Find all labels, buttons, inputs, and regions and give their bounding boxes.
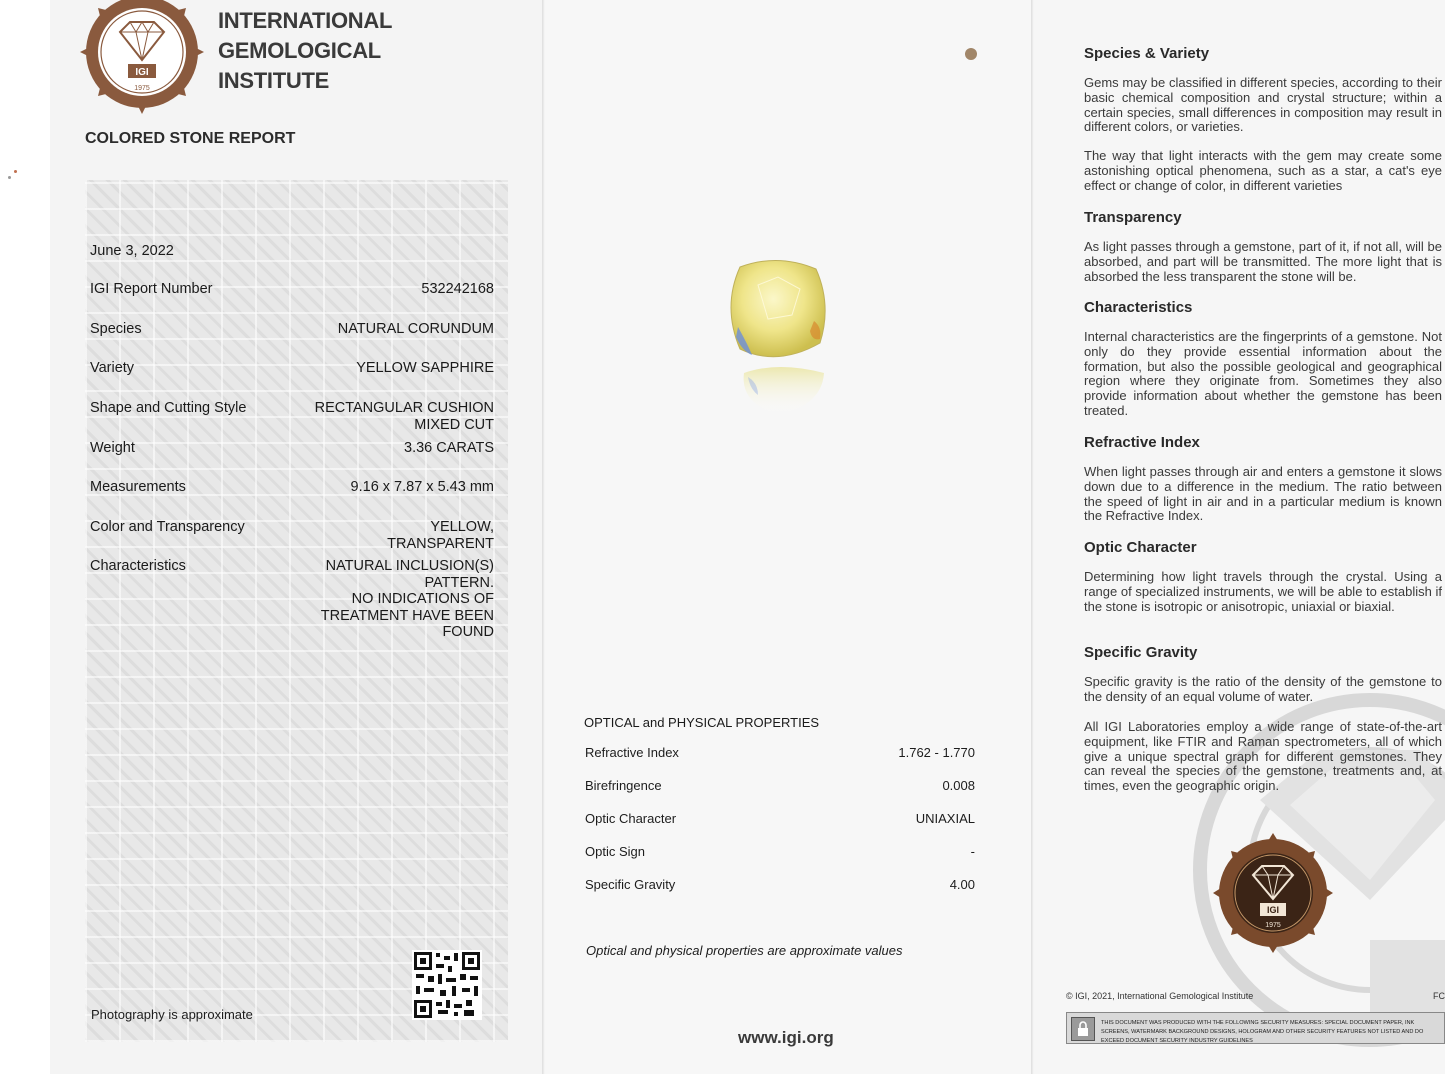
field-value-variety: YELLOW SAPPHIRE bbox=[356, 360, 494, 376]
org-name-line: INSTITUTE bbox=[218, 68, 329, 93]
photo-note: Photography is approximate bbox=[91, 1007, 253, 1022]
field-value-report-number: 532242168 bbox=[421, 281, 494, 297]
report-title: COLORED STONE REPORT bbox=[85, 130, 296, 147]
section-heading: Specific Gravity bbox=[1084, 644, 1198, 661]
field-value-measurements: 9.16 x 7.87 x 5.43 mm bbox=[350, 479, 494, 495]
property-label: Optic Sign bbox=[585, 844, 645, 859]
igi-seal-badge bbox=[1212, 835, 1334, 953]
approximate-note: Optical and physical properties are approximate values bbox=[586, 943, 903, 958]
properties-title: OPTICAL and PHYSICAL PROPERTIES bbox=[584, 715, 820, 730]
field-value-shape: RECTANGULAR CUSHION MIXED CUT bbox=[314, 400, 494, 433]
form-code: FC bbox=[1433, 991, 1445, 1001]
properties-panel bbox=[545, 0, 1031, 1074]
field-label: Measurements bbox=[90, 479, 186, 495]
field-value-weight: 3.36 CARATS bbox=[404, 440, 494, 456]
section-paragraph: As light passes through a gemstone, part of it, if not all, will be absorbed, and part will be transmitted. The more light that is absorbed the less transparent the stone will be. bbox=[1084, 239, 1442, 284]
org-name bbox=[218, 6, 392, 96]
section-paragraph: All IGI Laboratories employ a wide range of state-of-the-art equipment, like FTIR and Raman spectrometers, all of which give a unique spectral graph for different gemstones. They can reveal the species of the gemstone, treatments and, at times, even the geographic origin. bbox=[1084, 719, 1442, 794]
section-paragraph: When light passes through air and enters a gemstone it slows down due to a difference in the medium. The ratio between the speed of light in air and in a particular medium is known the Refractive Index. bbox=[1084, 464, 1442, 524]
section-heading: Characteristics bbox=[1084, 299, 1193, 316]
paper-speck bbox=[8, 176, 11, 179]
security-text: THIS DOCUMENT WAS PRODUCED WITH THE FOLLOWING SECURITY MEASURES: SPECIAL DOCUMENT PAPER, INK SCREENS, WATERMARK BACKGROUND DESIGNS, HOLOGRAM AND OTHER SECURITY FEATURES NOT LISTED AND DO EXCEED DOCUMENT SECURITY INDUSTRY GUIDELINES bbox=[1101, 1020, 1424, 1044]
seal-year: 1975 bbox=[134, 85, 150, 92]
field-label: Characteristics bbox=[90, 558, 186, 574]
property-value: UNIAXIAL bbox=[915, 811, 975, 826]
section-paragraph: The way that light interacts with the gem may create some astonishing optical phenomena, such as a star, a cat's eye effect or change of color, in different varieties bbox=[1084, 148, 1442, 193]
property-label: Specific Gravity bbox=[585, 877, 676, 892]
org-name-line: INTERNATIONAL bbox=[218, 8, 393, 33]
igi-seal-logo bbox=[82, 0, 202, 108]
field-value-characteristics: NATURAL INCLUSION(S) PATTERN. NO INDICATIONS OF TREATMENT HAVE BEEN FOUND bbox=[320, 558, 494, 640]
field-label: Shape and Cutting Style bbox=[90, 400, 247, 416]
property-value: 4.00 bbox=[949, 877, 975, 892]
seal-mark: IGI bbox=[1266, 905, 1280, 915]
lock-icon bbox=[1071, 1017, 1095, 1041]
field-label: Species bbox=[90, 321, 142, 337]
qr-code[interactable] bbox=[412, 950, 482, 1020]
section-paragraph: Specific gravity is the ratio of the density of the gemstone to the density of an equal volume of water. bbox=[1084, 674, 1442, 704]
field-value-species: NATURAL CORUNDUM bbox=[337, 321, 494, 337]
seal-mark: IGI bbox=[135, 67, 149, 78]
copyright-text: © IGI, 2021, International Gemological Institute bbox=[1066, 991, 1254, 1001]
field-label: Weight bbox=[90, 440, 135, 456]
section-heading: Optic Character bbox=[1084, 539, 1197, 556]
section-paragraph: Internal characteristics are the fingerprints of a gemstone. Not only do they provide essential information about the formation, but also the possible geological and geographical region where they originate from. Sometimes they also provide information about whether the gemstone has been treated. bbox=[1084, 329, 1442, 418]
field-value-color: YELLOW, TRANSPARENT bbox=[387, 519, 494, 552]
property-label: Birefringence bbox=[585, 778, 662, 793]
property-value: - bbox=[970, 844, 975, 859]
property-value: 1.762 - 1.770 bbox=[898, 745, 975, 760]
seal-year: 1975 bbox=[1265, 922, 1281, 929]
fold-line bbox=[542, 0, 545, 1074]
property-value: 0.008 bbox=[942, 778, 975, 793]
security-strip bbox=[1066, 1012, 1445, 1044]
org-name-line: GEMOLOGICAL bbox=[218, 38, 381, 63]
section-paragraph: Determining how light travels through the crystal. Using a range of specialized instruments, we will be able to establish if the stone is isotropic or anisotropic, uniaxial or biaxial. bbox=[1084, 569, 1442, 614]
paper-speck bbox=[14, 170, 17, 173]
section-heading: Transparency bbox=[1084, 209, 1182, 226]
website-link[interactable]: www.igi.org bbox=[738, 1028, 834, 1047]
property-label: Optic Character bbox=[585, 811, 677, 826]
property-label: Refractive Index bbox=[585, 745, 679, 760]
paper-speck bbox=[965, 48, 977, 60]
fold-line bbox=[1031, 0, 1034, 1074]
gemstone-photo bbox=[718, 255, 838, 435]
field-label: Color and Transparency bbox=[90, 519, 245, 535]
section-paragraph: Gems may be classified in different species, according to their basic chemical composition and crystal structure; within a certain species, small differences in composition may result in different colors, or varieties. bbox=[1084, 75, 1442, 135]
report-date: June 3, 2022 bbox=[90, 243, 174, 259]
field-label: Variety bbox=[90, 360, 135, 376]
section-heading: Refractive Index bbox=[1084, 434, 1200, 451]
section-heading: Species & Variety bbox=[1084, 45, 1210, 62]
field-label: IGI Report Number bbox=[90, 281, 213, 297]
